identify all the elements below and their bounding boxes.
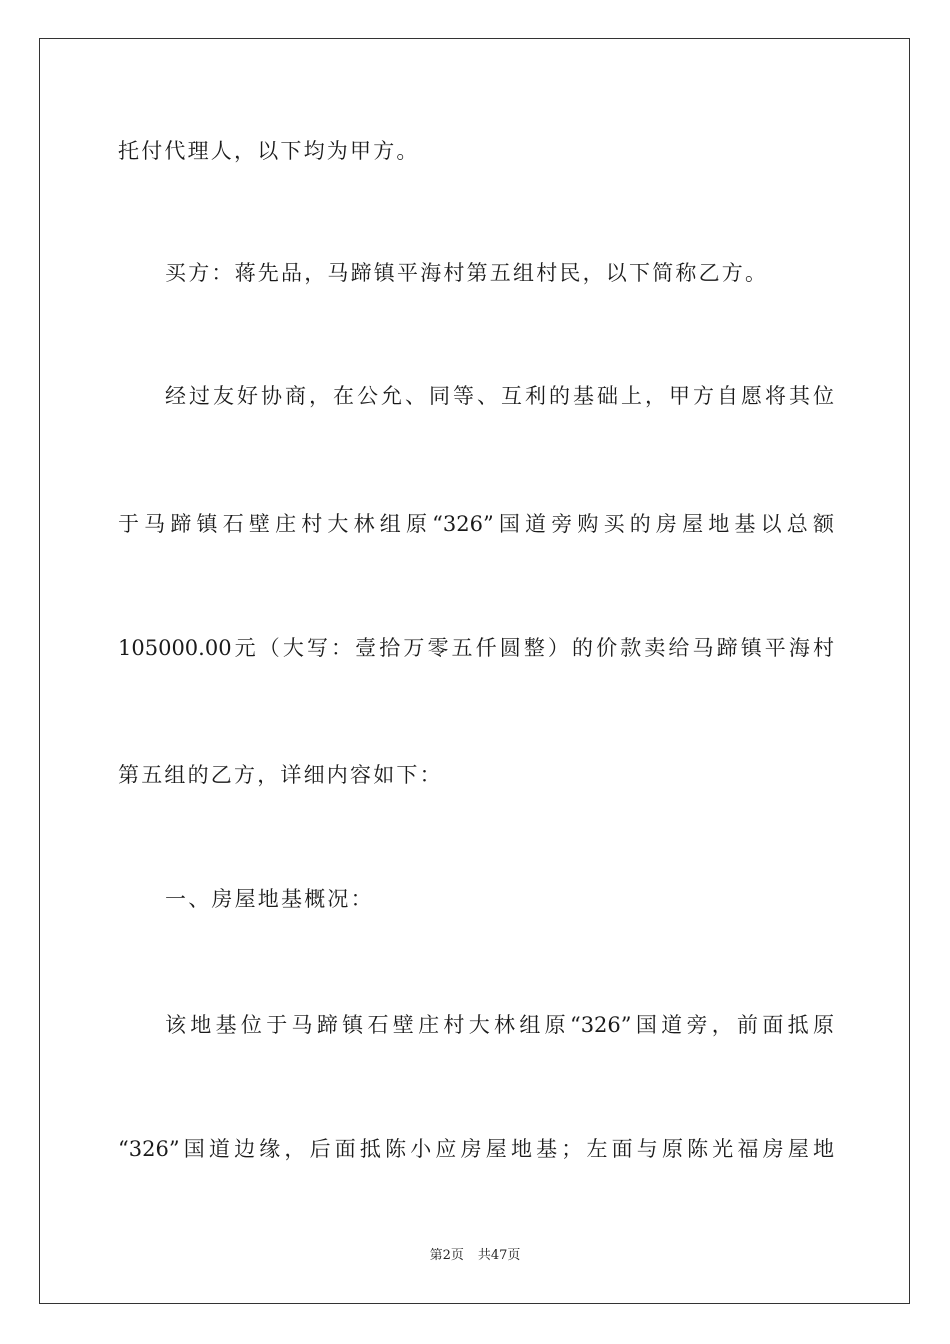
page-number: 第2页 [429,1248,464,1263]
text-line-3: 经过友好协商，在公允、同等、互利的基础上，甲方自愿将其位 [165,384,834,408]
text-line-6: 第五组的乙方，详细内容如下： [118,763,443,787]
text-line-5: 105000.00元（大写：壹拾万零五仟圆整）的价款卖给马蹄镇平海村 [118,636,834,660]
text-line-7: 一、房屋地基概况： [165,887,374,911]
text-line-8: 该地基位于马蹄镇石壁庄村大林组原“326”国道旁，前面抵原 [165,1013,834,1037]
page-border [39,38,910,1304]
text-line-1: 托付代理人，以下均为甲方。 [118,139,420,163]
text-line-2: 买方：蒋先品，马蹄镇平海村第五组村民，以下简称乙方。 [165,261,769,285]
page-footer [0,1247,950,1265]
text-line-4: 于马蹄镇石壁庄村大林组原“326”国道旁购买的房屋地基以总额 [118,512,834,536]
page-total: 共47页 [477,1248,521,1263]
text-line-9: “326”国道边缘，后面抵陈小应房屋地基；左面与原陈光福房屋地 [118,1137,834,1161]
